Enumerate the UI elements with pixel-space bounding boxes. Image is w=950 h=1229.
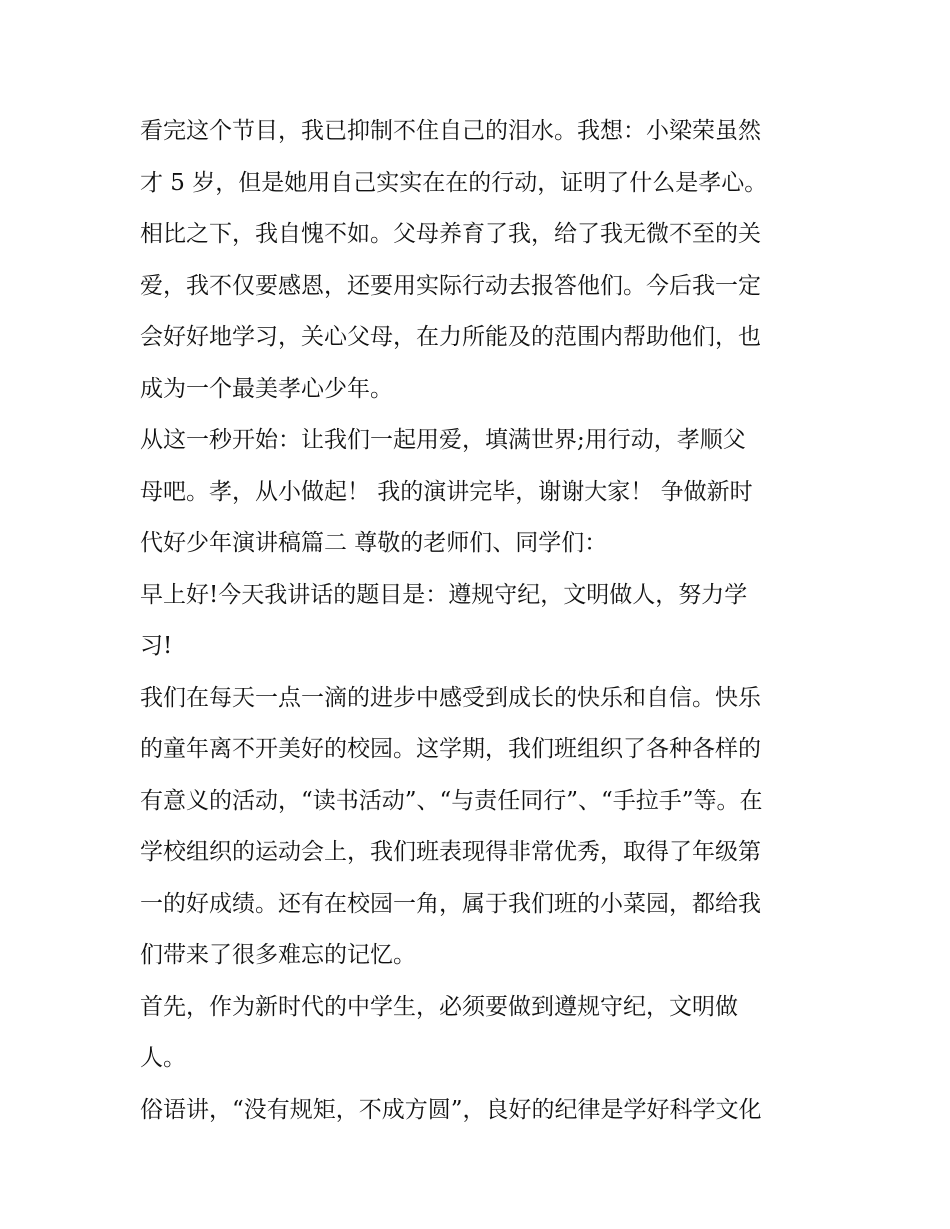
text-line: 会好好地学习，关心父母，在力所能及的范围内帮助他们，也 (140, 324, 761, 350)
text-line: 学校组织的运动会上，我们班表现得非常优秀，取得了年级第 (140, 839, 761, 865)
text-line: 我们在每天一点一滴的进步中感受到成长的快乐和自信。快乐 (140, 684, 761, 711)
text-line: 们带来了很多难忘的记忆。 (140, 942, 416, 968)
text-line: 从这一秒开始：让我们一起用爱，填满世界;用行动，孝顺父 (140, 427, 746, 453)
text-line: 相比之下，我自愧不如。父母养育了我，给了我无微不至的关 (140, 221, 761, 247)
text-line: 爱，我不仅要感恩，还要用实际行动去报答他们。今后我一定 (140, 272, 761, 299)
text-line: 母吧。孝，从小做起！ 我的演讲完毕，谢谢大家！ 争做新时 (140, 478, 753, 505)
text-line: 一的好成绩。还有在校园一角，属于我们班的小菜园，都给我 (140, 890, 761, 917)
body-text (140, 106, 820, 1136)
text-line: 有意义的活动，“读书活动”、“与责任同行”、“手拉手”等。在 (140, 787, 763, 814)
text-line: 成为一个最美孝心少年。 (140, 375, 393, 402)
text-line: 首先，作为新时代的中学生，必须要做到遵规守纪，文明做 (140, 993, 738, 1020)
text-line: 俗语讲，“没有规矩，不成方圆”，良好的纪律是学好科学文化 (140, 1096, 762, 1123)
text-line: 习! (140, 633, 173, 659)
text-line: 才 5 岁，但是她用自己实实在在的行动，证明了什么是孝心。 (140, 169, 768, 196)
text-line: 早上好!今天我讲话的题目是：遵规守纪，文明做人，努力学 (140, 581, 748, 608)
text-line: 人。 (140, 1045, 186, 1071)
text-line: 的童年离不开美好的校园。这学期，我们班组织了各种各样的 (140, 736, 761, 762)
text-line: 代好少年演讲稿篇二 尊敬的老师们、同学们： (140, 530, 608, 556)
text-line: 看完这个节目，我已抑制不住自己的泪水。我想：小梁荣虽然 (140, 118, 761, 144)
